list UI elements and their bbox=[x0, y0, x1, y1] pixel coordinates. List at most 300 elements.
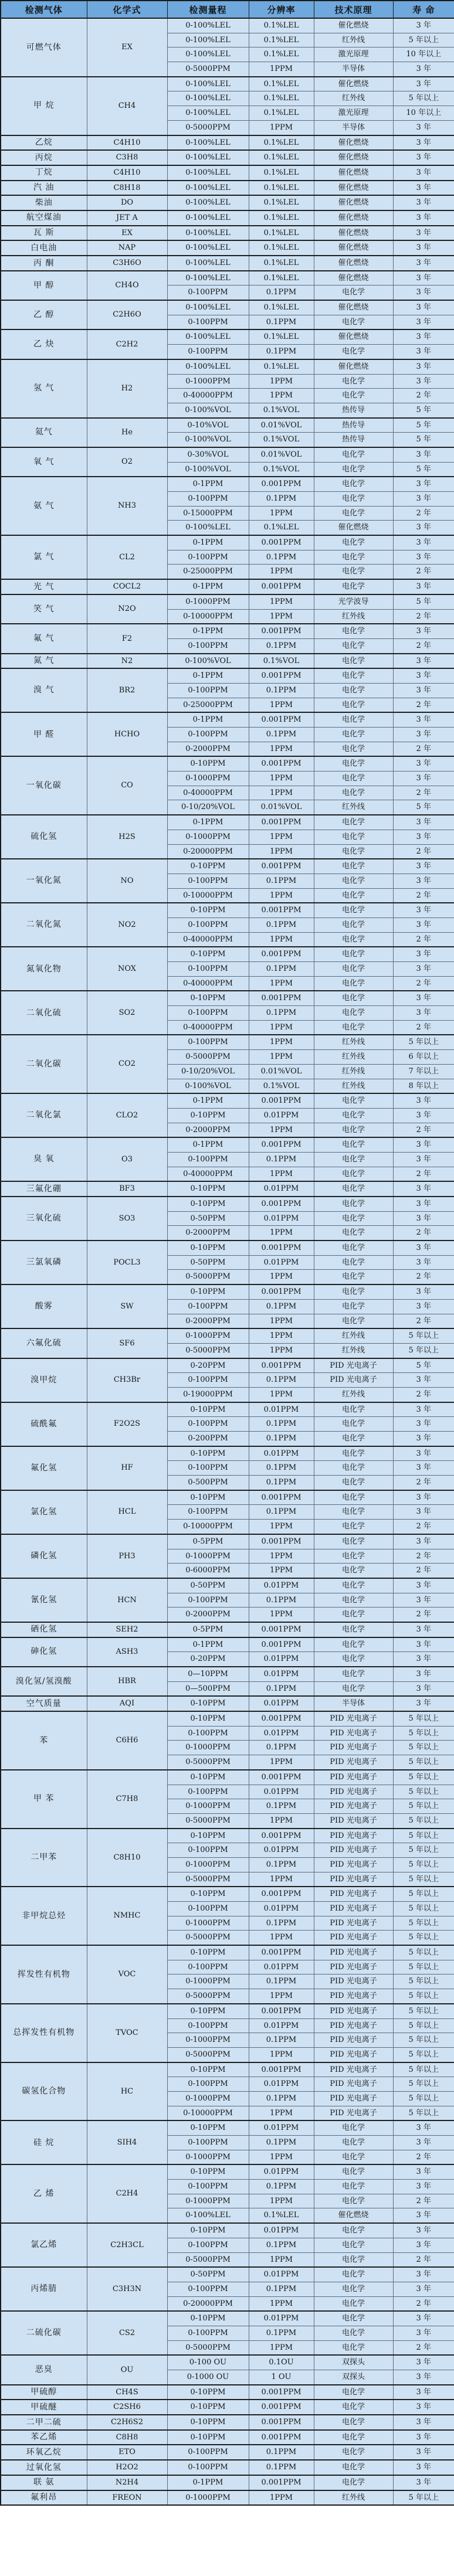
lifespan-cell: 3 年 bbox=[393, 2475, 454, 2490]
formula-cell: C2H6S2 bbox=[87, 2415, 167, 2430]
resolution-cell: 0.1PPM bbox=[249, 917, 314, 932]
principle-cell: 红外线 bbox=[314, 800, 393, 815]
gas-name-cell: 二硫化碳 bbox=[1, 2311, 87, 2355]
range-cell: 0-40000PPM bbox=[167, 786, 249, 800]
formula-cell: SW bbox=[87, 1284, 167, 1328]
range-cell: 0-100%LEL bbox=[167, 359, 249, 374]
range-cell: 0-25000PPM bbox=[167, 698, 249, 712]
resolution-cell: 1PPM bbox=[249, 1343, 314, 1358]
lifespan-cell: 2 年 bbox=[393, 1123, 454, 1137]
range-cell: 0-100PPM bbox=[167, 1902, 249, 1916]
formula-cell: CH4O bbox=[87, 271, 167, 300]
resolution-cell: 0.001PPM bbox=[249, 1829, 314, 1843]
range-cell: 0-1000PPM bbox=[167, 1799, 249, 1814]
resolution-cell: 0.1PPM bbox=[249, 1741, 314, 1755]
principle-cell: 电化学 bbox=[314, 712, 393, 727]
range-cell: 0-20000PPM bbox=[167, 844, 249, 859]
formula-cell: C7H8 bbox=[87, 1770, 167, 1829]
range-cell: 0-40000PPM bbox=[167, 389, 249, 403]
range-cell: 0-10PPM bbox=[167, 2311, 249, 2326]
resolution-cell: 0.01PPM bbox=[249, 2311, 314, 2326]
resolution-cell: 0.001PPM bbox=[249, 859, 314, 874]
resolution-cell: 0.01PPM bbox=[249, 2018, 314, 2033]
lifespan-cell: 5 年以上 bbox=[393, 1857, 454, 1872]
lifespan-cell: 3 年 bbox=[393, 2400, 454, 2415]
principle-cell: 电化学 bbox=[314, 2267, 393, 2282]
resolution-cell: 0.001PPM bbox=[249, 1945, 314, 1960]
formula-cell: HCN bbox=[87, 1578, 167, 1622]
lifespan-cell: 2 年 bbox=[393, 1020, 454, 1035]
principle-cell: 电化学 bbox=[314, 844, 393, 859]
resolution-cell: 0.1PPM bbox=[249, 1006, 314, 1021]
range-cell: 0-1000PPM bbox=[167, 2194, 249, 2208]
resolution-cell: 0.01PPM bbox=[249, 1726, 314, 1741]
table-row bbox=[1, 756, 454, 771]
formula-cell: CL2 bbox=[87, 535, 167, 579]
gas-name-cell: 乙 烯 bbox=[1, 2164, 87, 2223]
lifespan-cell: 5 年以上 bbox=[393, 33, 454, 47]
principle-cell: 电化学 bbox=[314, 1490, 393, 1505]
gas-name-cell: 甲 烷 bbox=[1, 77, 87, 135]
lifespan-cell: 5 年以上 bbox=[393, 1343, 454, 1358]
range-cell: 0-10000PPM bbox=[167, 2106, 249, 2120]
range-cell: 0-10/20%VOL bbox=[167, 1064, 249, 1079]
gas-name-cell: 光 气 bbox=[1, 579, 87, 594]
resolution-cell: 0.001PPM bbox=[249, 2004, 314, 2018]
table-row bbox=[1, 1446, 454, 1461]
range-cell: 0-10PPM bbox=[167, 991, 249, 1005]
lifespan-cell: 5 年 bbox=[393, 800, 454, 815]
resolution-cell: 0.001PPM bbox=[249, 1770, 314, 1785]
principle-cell: 电化学 bbox=[314, 1681, 393, 1696]
table-row bbox=[1, 1035, 454, 1049]
gas-name-cell: 甲 苯 bbox=[1, 1770, 87, 1829]
resolution-cell: 0.001PPM bbox=[249, 624, 314, 638]
lifespan-cell: 3 年 bbox=[393, 1373, 454, 1388]
range-cell: 0-100%LEL bbox=[167, 271, 249, 286]
range-cell: 0-10000PPM bbox=[167, 1520, 249, 1534]
resolution-cell: 1PPM bbox=[249, 120, 314, 135]
resolution-cell: 1PPM bbox=[249, 1520, 314, 1534]
principle-cell: PID 光电离子 bbox=[314, 1960, 393, 1975]
resolution-cell: 0.001PPM bbox=[249, 1622, 314, 1637]
gas-name-cell: 硒化氢 bbox=[1, 1622, 87, 1637]
principle-cell: PID 光电离子 bbox=[314, 1829, 393, 1843]
lifespan-cell: 5 年以上 bbox=[393, 1799, 454, 1814]
formula-cell: BR2 bbox=[87, 668, 167, 712]
lifespan-cell: 3 年 bbox=[393, 2136, 454, 2150]
range-cell: 0-100PPM bbox=[167, 874, 249, 888]
range-cell: 0-20PPM bbox=[167, 1652, 249, 1667]
resolution-cell: 1PPM bbox=[249, 1931, 314, 1945]
resolution-cell: 1PPM bbox=[249, 1989, 314, 2004]
resolution-cell: 0.1OU bbox=[249, 2355, 314, 2370]
range-cell: 0-10PPM bbox=[167, 2120, 249, 2135]
table-row bbox=[1, 712, 454, 727]
lifespan-cell: 3 年 bbox=[393, 150, 454, 165]
range-cell: 0-100PPM bbox=[167, 683, 249, 698]
range-cell: 0-1000PPM bbox=[167, 1328, 249, 1343]
table-row bbox=[1, 654, 454, 669]
resolution-cell: 0.001PPM bbox=[249, 477, 314, 491]
formula-cell: CLO2 bbox=[87, 1093, 167, 1137]
header-row bbox=[1, 1, 454, 18]
resolution-cell: 0.001PPM bbox=[249, 1534, 314, 1549]
principle-cell: 催化燃烧 bbox=[314, 226, 393, 241]
resolution-cell: 0.1PPM bbox=[249, 2445, 314, 2460]
range-cell: 0-100%LEL bbox=[167, 18, 249, 33]
table-row bbox=[1, 1197, 454, 1211]
gas-name-cell: 一氧化氮 bbox=[1, 859, 87, 903]
resolution-cell: 0.01PPM bbox=[249, 1652, 314, 1667]
principle-cell: 电化学 bbox=[314, 2180, 393, 2194]
range-cell: 0-100%LEL bbox=[167, 210, 249, 226]
range-cell: 0-500PPM bbox=[167, 1476, 249, 1490]
lifespan-cell: 3 年 bbox=[393, 712, 454, 727]
lifespan-cell: 3 年 bbox=[393, 181, 454, 196]
lifespan-cell: 2 年 bbox=[393, 1167, 454, 1181]
gas-name-cell: 过氧化氢 bbox=[1, 2460, 87, 2475]
formula-cell: NO bbox=[87, 859, 167, 903]
table-row bbox=[1, 2385, 454, 2400]
range-cell: 0-50PPM bbox=[167, 1211, 249, 1226]
range-cell: 0-10PPM bbox=[167, 1284, 249, 1299]
range-cell: 0-10PPM bbox=[167, 1108, 249, 1123]
gas-name-cell: 氢 气 bbox=[1, 359, 87, 418]
resolution-cell: 0.001PPM bbox=[249, 1093, 314, 1108]
range-cell: 0-100PPM bbox=[167, 550, 249, 565]
principle-cell: 电化学 bbox=[314, 2400, 393, 2415]
formula-cell: HCHO bbox=[87, 712, 167, 756]
lifespan-cell: 2 年 bbox=[393, 565, 454, 579]
lifespan-cell: 3 年 bbox=[393, 1137, 454, 1152]
range-cell: 0-5000PPM bbox=[167, 2252, 249, 2267]
range-cell: 0-10PPM bbox=[167, 1829, 249, 1843]
principle-cell: PID 光电离子 bbox=[314, 2091, 393, 2106]
range-cell: 0-1PPM bbox=[167, 815, 249, 830]
principle-cell: 电化学 bbox=[314, 1637, 393, 1652]
principle-cell: 电化学 bbox=[314, 550, 393, 565]
range-cell: 0-100PPM bbox=[167, 1417, 249, 1432]
principle-cell: 电化学 bbox=[314, 1549, 393, 1564]
resolution-cell: 0.01PPM bbox=[249, 2164, 314, 2179]
table-row bbox=[1, 1696, 454, 1711]
range-cell: 0-10PPM bbox=[167, 859, 249, 874]
principle-cell: 催化燃烧 bbox=[314, 256, 393, 271]
formula-cell: NMHC bbox=[87, 1887, 167, 1945]
resolution-cell: 1PPM bbox=[249, 62, 314, 77]
range-cell: 0-100PPM bbox=[167, 1505, 249, 1520]
table-row bbox=[1, 418, 454, 433]
principle-cell: 催化燃烧 bbox=[314, 165, 393, 181]
resolution-cell: 0.001PPM bbox=[249, 1887, 314, 1901]
lifespan-cell: 5 年以上 bbox=[393, 1785, 454, 1799]
principle-cell: 半导体 bbox=[314, 62, 393, 77]
lifespan-cell: 3 年 bbox=[393, 579, 454, 594]
formula-cell: HC bbox=[87, 2062, 167, 2121]
resolution-cell: 0.1PPM bbox=[249, 2033, 314, 2048]
lifespan-cell: 5 年以上 bbox=[393, 1902, 454, 1916]
gas-name-cell: 氯乙烯 bbox=[1, 2223, 87, 2267]
range-cell: 0-5000PPM bbox=[167, 2047, 249, 2062]
principle-cell: 电化学 bbox=[314, 1152, 393, 1167]
resolution-cell: 1PPM bbox=[249, 1387, 314, 1402]
resolution-cell: 0.01%VOL bbox=[249, 800, 314, 815]
lifespan-cell: 3 年 bbox=[393, 1108, 454, 1123]
principle-cell: 电化学 bbox=[314, 1314, 393, 1328]
range-cell: 0-100%VOL bbox=[167, 462, 249, 477]
principle-cell: 电化学 bbox=[314, 1505, 393, 1520]
lifespan-cell: 5 年以上 bbox=[393, 2062, 454, 2077]
principle-cell: 电化学 bbox=[314, 1093, 393, 1108]
principle-cell: PID 光电离子 bbox=[314, 1887, 393, 1901]
resolution-cell: 1PPM bbox=[249, 932, 314, 947]
range-cell: 0-100PPM bbox=[167, 638, 249, 653]
range-cell: 0-1PPM bbox=[167, 579, 249, 594]
gas-name-cell: 一氧化碳 bbox=[1, 756, 87, 815]
lifespan-cell: 3 年 bbox=[393, 477, 454, 491]
range-cell: 0-100PPM bbox=[167, 962, 249, 977]
table-row bbox=[1, 165, 454, 181]
resolution-cell: 0.1PPM bbox=[249, 1299, 314, 1314]
formula-cell: TVOC bbox=[87, 2004, 167, 2062]
lifespan-cell: 2 年 bbox=[393, 976, 454, 991]
lifespan-cell: 2 年 bbox=[393, 2252, 454, 2267]
principle-cell: 电化学 bbox=[314, 756, 393, 771]
gas-name-cell: 三氯氧磷 bbox=[1, 1241, 87, 1284]
lifespan-cell: 3 年 bbox=[393, 2385, 454, 2400]
resolution-cell: 0.001PPM bbox=[249, 1637, 314, 1652]
gas-name-cell: 丙烷 bbox=[1, 150, 87, 165]
formula-cell: HBR bbox=[87, 1667, 167, 1696]
resolution-cell: 0.1%VOL bbox=[249, 654, 314, 669]
table-row bbox=[1, 1829, 454, 1843]
lifespan-cell: 2 年 bbox=[393, 698, 454, 712]
resolution-cell: 0.1%LEL bbox=[249, 359, 314, 374]
lifespan-cell: 10 年以上 bbox=[393, 106, 454, 121]
lifespan-cell: 3 年 bbox=[393, 815, 454, 830]
resolution-cell: 0.001PPM bbox=[249, 903, 314, 917]
formula-cell: C2H6O bbox=[87, 300, 167, 329]
principle-cell: PID 光电离子 bbox=[314, 1916, 393, 1931]
resolution-cell: 1PPM bbox=[249, 2296, 314, 2311]
principle-cell: 电化学 bbox=[314, 1402, 393, 1417]
lifespan-cell: 3 年 bbox=[393, 2208, 454, 2223]
lifespan-cell: 3 年 bbox=[393, 1652, 454, 1667]
table-row bbox=[1, 271, 454, 286]
lifespan-cell: 3 年 bbox=[393, 1181, 454, 1197]
gas-name-cell: 航空煤油 bbox=[1, 210, 87, 226]
resolution-cell: 1PPM bbox=[249, 1226, 314, 1241]
range-cell: 0-2000PPM bbox=[167, 1608, 249, 1622]
resolution-cell: 1PPM bbox=[249, 1328, 314, 1343]
lifespan-cell: 2 年 bbox=[393, 844, 454, 859]
gas-name-cell: 空气质量 bbox=[1, 1696, 87, 1711]
principle-cell: 电化学 bbox=[314, 2238, 393, 2252]
gas-name-cell: 氟利昂 bbox=[1, 2490, 87, 2506]
lifespan-cell: 2 年 bbox=[393, 1387, 454, 1402]
table-row bbox=[1, 1622, 454, 1637]
resolution-cell: 1PPM bbox=[249, 1035, 314, 1049]
lifespan-cell: 3 年 bbox=[393, 521, 454, 535]
formula-cell: ETO bbox=[87, 2445, 167, 2460]
lifespan-cell: 3 年 bbox=[393, 1578, 454, 1593]
formula-cell: SEH2 bbox=[87, 1622, 167, 1637]
table-row bbox=[1, 447, 454, 462]
range-cell: 0-25000PPM bbox=[167, 565, 249, 579]
range-cell: 0-30%VOL bbox=[167, 447, 249, 462]
principle-cell: 电化学 bbox=[314, 786, 393, 800]
lifespan-cell: 3 年 bbox=[393, 1534, 454, 1549]
principle-cell: 电化学 bbox=[314, 374, 393, 389]
formula-cell: C2SH6 bbox=[87, 2400, 167, 2415]
principle-cell: 电化学 bbox=[314, 830, 393, 844]
lifespan-cell: 5 年以上 bbox=[393, 2047, 454, 2062]
range-cell: 0-100%LEL bbox=[167, 329, 249, 344]
lifespan-cell: 7 年以上 bbox=[393, 1064, 454, 1079]
principle-cell: PID 光电离子 bbox=[314, 1785, 393, 1799]
gas-name-cell: 甲硫醚 bbox=[1, 2400, 87, 2415]
principle-cell: 电化学 bbox=[314, 2282, 393, 2296]
range-cell: 0-10PPM bbox=[167, 2164, 249, 2179]
resolution-cell: 0.001PPM bbox=[249, 1358, 314, 1373]
table-row bbox=[1, 1181, 454, 1197]
gas-name-cell: 硅 烷 bbox=[1, 2120, 87, 2164]
principle-cell: 电化学 bbox=[314, 2430, 393, 2445]
formula-cell: SO3 bbox=[87, 1197, 167, 1241]
table-row bbox=[1, 300, 454, 315]
table-row bbox=[1, 1241, 454, 1255]
resolution-cell: 0.1%LEL bbox=[249, 18, 314, 33]
principle-cell: 电化学 bbox=[314, 742, 393, 756]
principle-cell: PID 光电离子 bbox=[314, 1843, 393, 1858]
principle-cell: 电化学 bbox=[314, 654, 393, 669]
principle-cell: 红外线 bbox=[314, 91, 393, 106]
lifespan-cell: 3 年 bbox=[393, 830, 454, 844]
gas-name-cell: 二甲二硫 bbox=[1, 2415, 87, 2430]
range-cell: 0-1PPM bbox=[167, 477, 249, 491]
table-row bbox=[1, 2004, 454, 2018]
resolution-cell: 0.1PPM bbox=[249, 492, 314, 507]
resolution-cell: 1PPM bbox=[249, 565, 314, 579]
principle-cell: 电化学 bbox=[314, 506, 393, 521]
range-cell: 0-40000PPM bbox=[167, 976, 249, 991]
range-cell: 0-100%LEL bbox=[167, 165, 249, 181]
formula-cell: COCL2 bbox=[87, 579, 167, 594]
table-row bbox=[1, 150, 454, 165]
table-row bbox=[1, 77, 454, 91]
range-cell: 0-100PPM bbox=[167, 286, 249, 300]
table-row bbox=[1, 815, 454, 830]
lifespan-cell: 3 年 bbox=[393, 1093, 454, 1108]
formula-cell: AQI bbox=[87, 1696, 167, 1711]
gas-name-cell: 苯 bbox=[1, 1711, 87, 1770]
principle-cell: 电化学 bbox=[314, 579, 393, 594]
table-row bbox=[1, 226, 454, 241]
resolution-cell: 1 OU bbox=[249, 2370, 314, 2385]
principle-cell: 催化燃烧 bbox=[314, 300, 393, 315]
formula-cell: EX bbox=[87, 226, 167, 241]
range-cell: 0-200PPM bbox=[167, 1432, 249, 1446]
resolution-cell: 0.01PPM bbox=[249, 1108, 314, 1123]
principle-cell: 红外线 bbox=[314, 1079, 393, 1093]
range-cell: 0-100PPM bbox=[167, 728, 249, 742]
formula-cell: CH4 bbox=[87, 77, 167, 135]
lifespan-cell: 3 年 bbox=[393, 2430, 454, 2445]
resolution-cell: 0.1%LEL bbox=[249, 181, 314, 196]
principle-cell: 电化学 bbox=[314, 286, 393, 300]
range-cell: 0-6000PPM bbox=[167, 1564, 249, 1578]
resolution-cell: 0.001PPM bbox=[249, 2385, 314, 2400]
principle-cell: PID 光电离子 bbox=[314, 1741, 393, 1755]
resolution-cell: 0.1%LEL bbox=[249, 240, 314, 256]
principle-cell: 电化学 bbox=[314, 624, 393, 638]
range-cell: 0-40000PPM bbox=[167, 932, 249, 947]
resolution-cell: 0.01PPM bbox=[249, 1902, 314, 1916]
range-cell: 0-100PPM bbox=[167, 1960, 249, 1975]
resolution-cell: 0.01%VOL bbox=[249, 1064, 314, 1079]
table-row bbox=[1, 1402, 454, 1417]
principle-cell: 电化学 bbox=[314, 859, 393, 874]
table-row bbox=[1, 2475, 454, 2490]
lifespan-cell: 3 年 bbox=[393, 2223, 454, 2238]
range-cell: 0-100PPM bbox=[167, 345, 249, 359]
lifespan-cell: 5 年以上 bbox=[393, 2004, 454, 2018]
range-cell: 0-5000PPM bbox=[167, 62, 249, 77]
lifespan-cell: 3 年 bbox=[393, 668, 454, 683]
principle-cell: PID 光电离子 bbox=[314, 1872, 393, 1887]
range-cell: 0-10PPM bbox=[167, 2004, 249, 2018]
formula-cell: JET A bbox=[87, 210, 167, 226]
gas-name-cell: 汽 油 bbox=[1, 181, 87, 196]
principle-cell: PID 光电离子 bbox=[314, 1989, 393, 2004]
resolution-cell: 0.1PPM bbox=[249, 2091, 314, 2106]
formula-cell: F2 bbox=[87, 624, 167, 653]
gas-name-cell: 三氟化硼 bbox=[1, 1181, 87, 1197]
resolution-cell: 0.01PPM bbox=[249, 1667, 314, 1681]
gas-name-cell: 挥发性有机物 bbox=[1, 1945, 87, 2004]
formula-cell: BF3 bbox=[87, 1181, 167, 1197]
table-row bbox=[1, 256, 454, 271]
range-cell: 0-5000PPM bbox=[167, 1050, 249, 1065]
lifespan-cell: 3 年 bbox=[393, 271, 454, 286]
resolution-cell: 0.1PPM bbox=[249, 683, 314, 698]
range-cell: 0-1000PPM bbox=[167, 2033, 249, 2048]
resolution-cell: 0.01PPM bbox=[249, 1578, 314, 1593]
formula-cell: HF bbox=[87, 1446, 167, 1490]
range-cell: 0-5000PPM bbox=[167, 1989, 249, 2004]
range-cell: 0-100PPM bbox=[167, 2326, 249, 2340]
range-cell: 0-1000PPM bbox=[167, 830, 249, 844]
table-row bbox=[1, 594, 454, 609]
principle-cell: 电化学 bbox=[314, 1241, 393, 1255]
principle-cell: PID 光电离子 bbox=[314, 1931, 393, 1945]
lifespan-cell: 3 年 bbox=[393, 329, 454, 344]
resolution-cell: 0.1%LEL bbox=[249, 271, 314, 286]
gas-name-cell: 氨 气 bbox=[1, 477, 87, 535]
resolution-cell: 0.1%LEL bbox=[249, 33, 314, 47]
lifespan-cell: 5 年以上 bbox=[393, 1945, 454, 1960]
principle-cell: 红外线 bbox=[314, 33, 393, 47]
principle-cell: 电化学 bbox=[314, 315, 393, 329]
resolution-cell: 1PPM bbox=[249, 2047, 314, 2062]
lifespan-cell: 5 年以上 bbox=[393, 2490, 454, 2506]
principle-cell: 电化学 bbox=[314, 903, 393, 917]
lifespan-cell: 3 年 bbox=[393, 1490, 454, 1505]
lifespan-cell: 5 年以上 bbox=[393, 1741, 454, 1755]
lifespan-cell: 3 年 bbox=[393, 859, 454, 874]
range-cell: 0-5000PPM bbox=[167, 1813, 249, 1828]
